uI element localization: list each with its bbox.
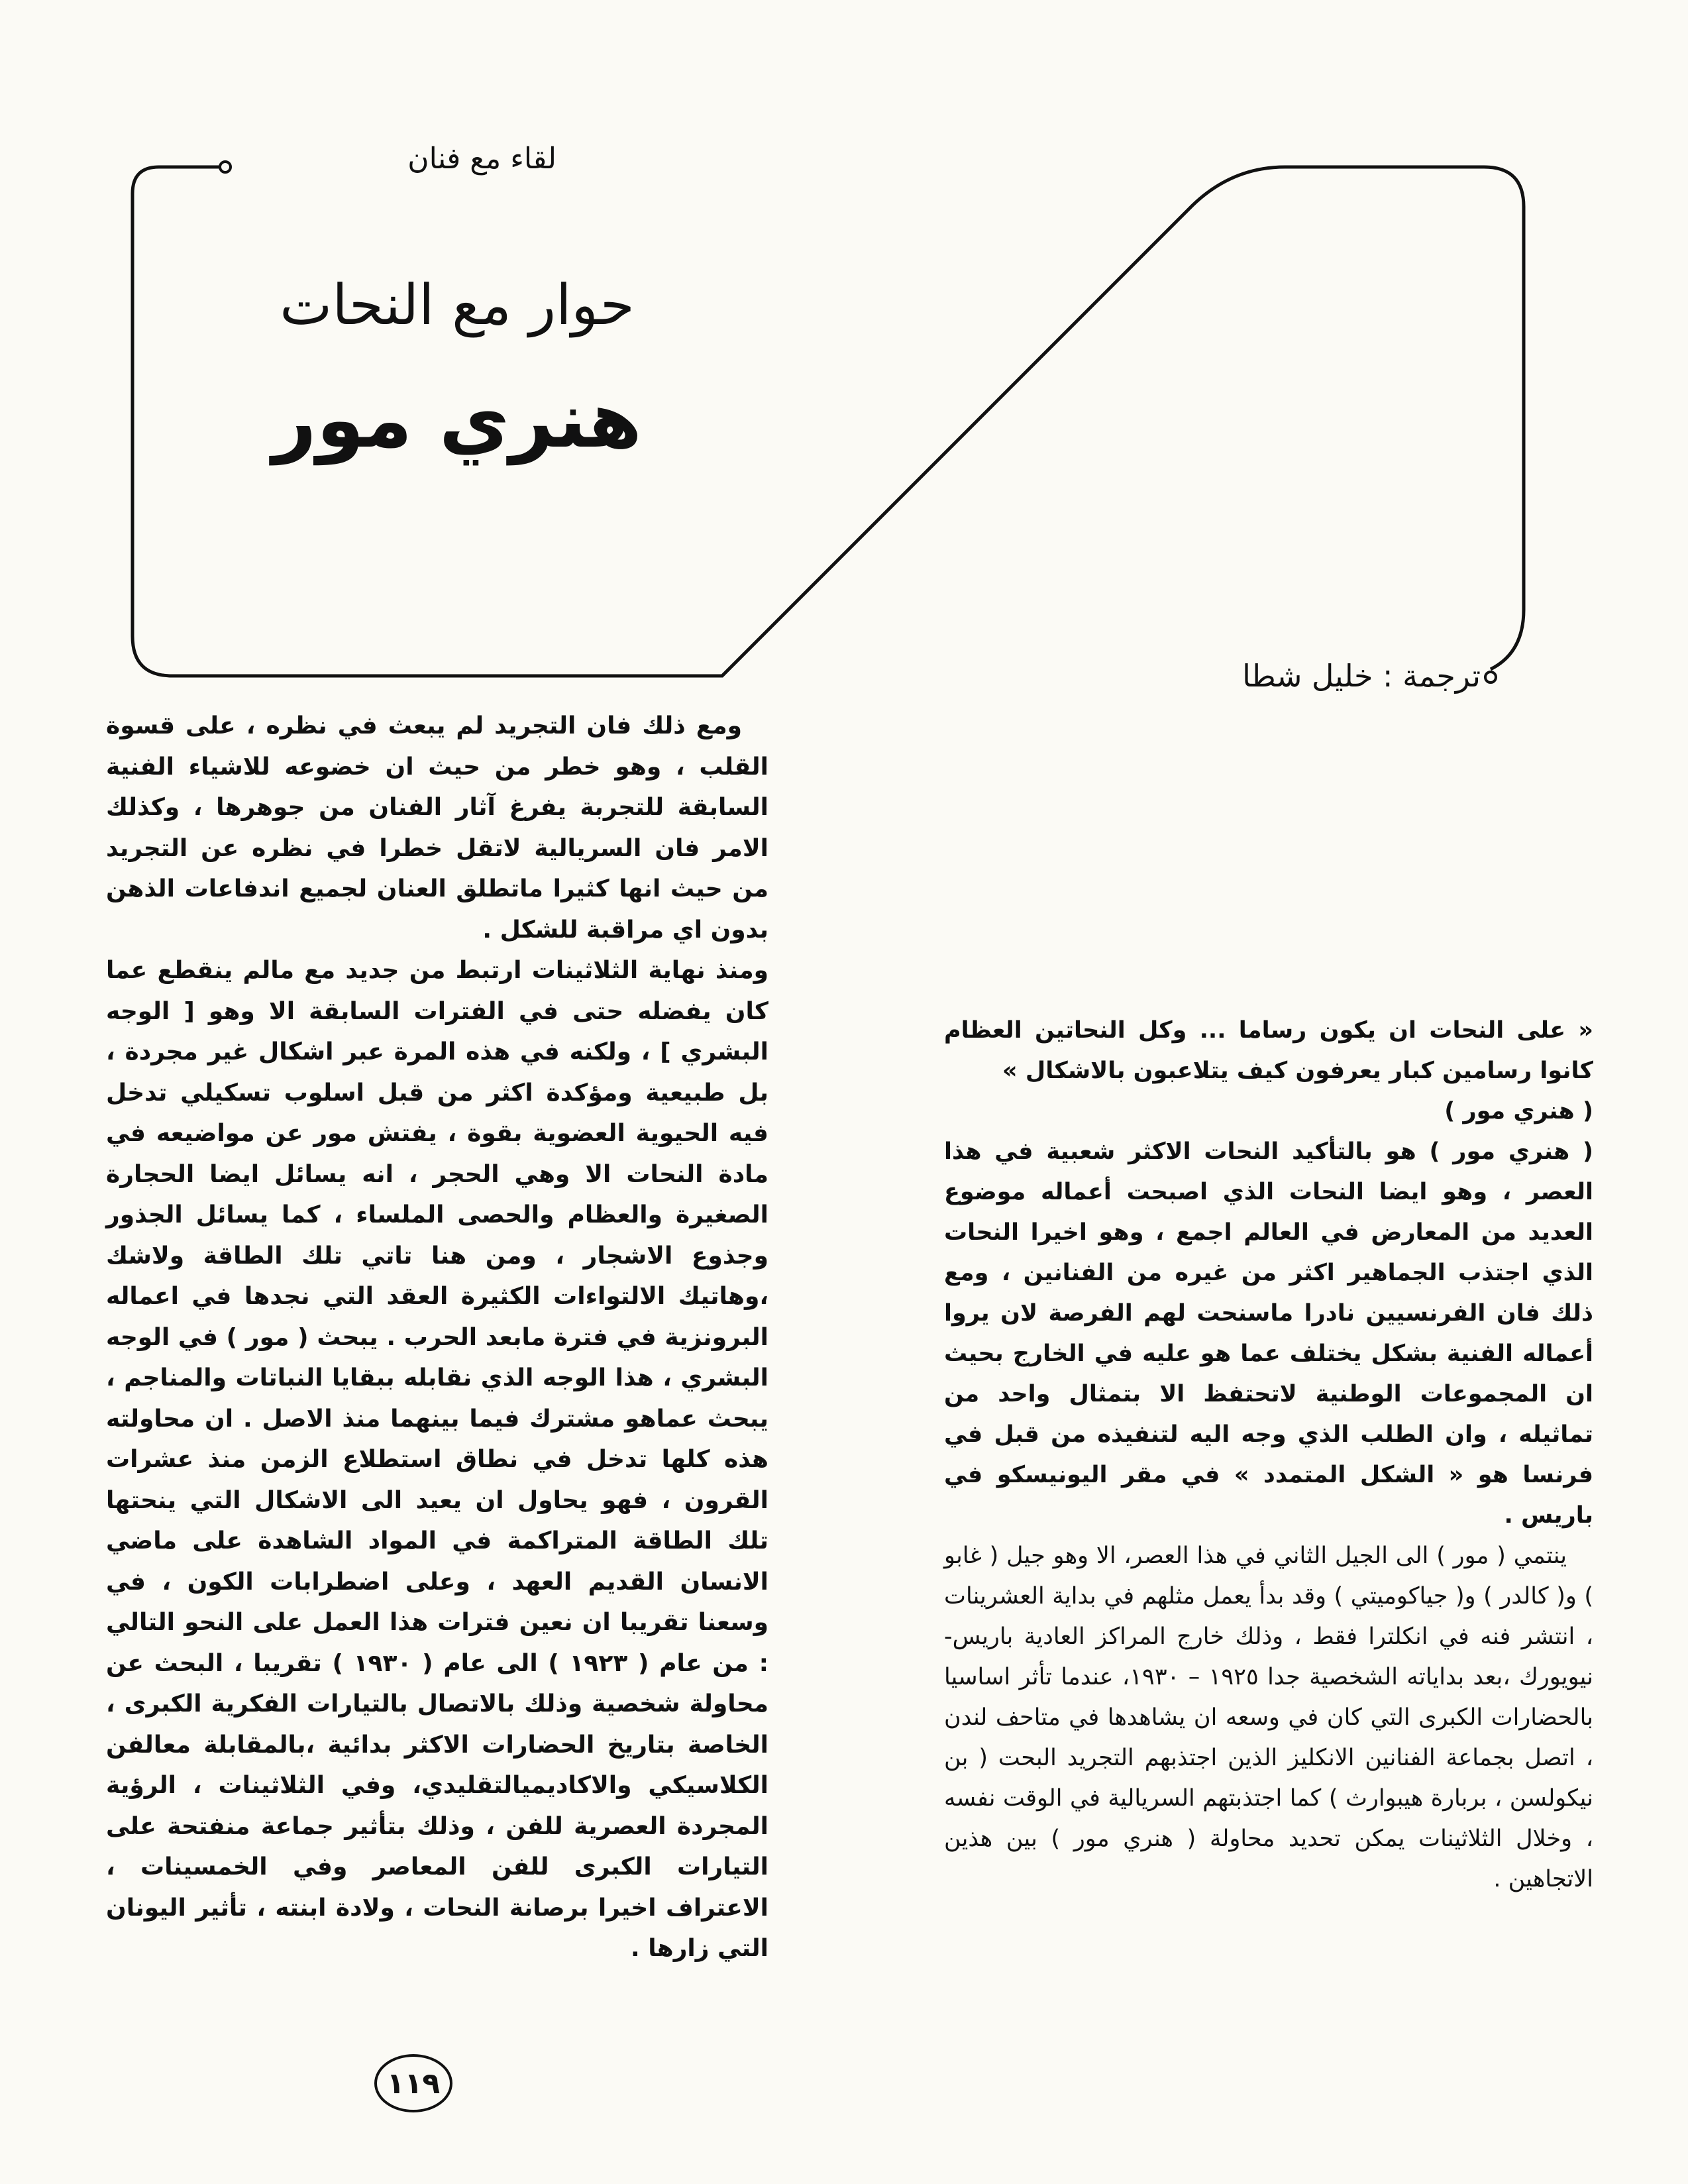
right-column bbox=[944, 1010, 1593, 1900]
quote-attribution: ( هنري مور ) bbox=[1444, 1098, 1593, 1124]
translator-credit: ترجمة : خليل شطا bbox=[1242, 658, 1481, 694]
artist-name: هنري مور bbox=[272, 376, 642, 465]
body-paragraph: ( هنري مور ) هو بالتأكيد النحات الاكثر شعبية في هذا العصر ، وهو ايضا النحات الذي اصبحت أعماله موضوع العديد من المعارض في العالم اجمع ، وهو اخيرا النحات الذي اجتذب الجماهير اكثر من غيره من الفنانين ، ومع ذلك فان الفرنسيين نادرا ماسنحت لهم الفرصة لان يروا أعماله الفنية بشكل يختلف عما هو عليه في الخارج بحيث ان المجموعات الوطنية لاتحتفظ الا بتمثال واحد من تماثيله ، وان الطلب الذي وجه اليه لتنفيذه من قبل في فرنسا هو « الشكل المتمدد » في مقر اليونيسكو في باريس . bbox=[944, 1138, 1593, 1529]
title-frame bbox=[0, 0, 1688, 729]
body-paragraph: ومع ذلك فان التجريد لم يبعث في نظره ، على قسوة القلب ، وهو خطر من حيث ان خضوعه للاشياء الفنية السابقة للتجربة يفرغ آثار الفنان من جوهرها ، وكذلك الامر فان السريالية لاتقل خطرا في نظره عن التجريد من حيث انها كثيرا ماتطلق العنان لجميع اندفاعات الذهن بدون اي مراقبة للشكل . bbox=[106, 712, 768, 944]
frame-end-right bbox=[1485, 672, 1496, 682]
intro-quote: « على النحات ان يكون رساما ... وكل النحاتين العظام كانوا رسامين كبار يعرفون كيف يتلاعبون بالاشكال » bbox=[944, 1017, 1593, 1084]
body-paragraph: ومنذ نهاية الثلاثينات ارتبط من جديد مع مالم ينقطع عما كان يفضله حتى في الفترات السابقة الا وهو [ الوجه البشري ] ، ولكنه في هذه المرة عبر اشكال غير مجردة ، بل طبيعية ومؤكدة اكثر من قبل اسلوب تسكيلي تدخل فيه الحيوية العضوية بقوة ، يفتش مور عن مواضيعه في مادة النحات الا وهي الحجر ، انه يسائل ايضا الحجارة الصغيرة والعظام والحصى الملساء ، كما يسائل الجذور وجذوع الاشجار ، ومن هنا تاتي تلك الطاقة ولاشك ،وهاتيك الالتواءات الكثيرة العقد التي نجدها في اعماله البرونزية في فترة مابعد الحرب . يبحث ( مور ) في الوجه البشري ، هذا الوجه الذي نقابله ببقايا النباتات والمناجم ، يبحث عماهو مشترك فيما بينهما منذ الاصل . ان محاولته هذه كلها تدخل في نطاق استطلاع الزمن منذ عشرات القرون ، فهو يحاول ان يعيد الى الاشكال التي ينحتها تلك الطاقة المتراكمة في المواد الشاهدة على ماضي الانسان القديم العهد ، وعلى اضطرابات الكون ، في وسعنا تقريبا ان نعين فترات هذا العمل على النحو التالي : من عام ( ١٩٢٣ ) الى عام ( ١٩٣٠ ) تقريبا ، البحث عن محاولة شخصية وذلك بالاتصال بالتيارات الفكرية الكبرى ، الخاصة بتاريخ الحضارات الاكثر بدائية ،بالمقابلة معالفن الكلاسيكي والاكاديميالتقليدي، وفي الثلاثينات ، الرؤية المجردة العصرية للفن ، وذلك بتأثير جماعة منفتحة على التيارات الكبرى للفن المعاصر وفي الخمسينات ، الاعتراف اخيرا برصانة النحات ، ولادة ابنته ، تأثير اليونان التي زارها . bbox=[106, 957, 768, 1962]
page-number: ١١٩ bbox=[374, 2054, 452, 2112]
series-title: لقاء مع فنان bbox=[407, 142, 556, 176]
article-title: حوار مع النحات bbox=[280, 272, 635, 337]
body-paragraph: ينتمي ( مور ) الى الجيل الثاني في هذا العصر، الا وهو جيل ( غابو ) و( كالدر ) و( جياكوميتي ) وقد بدأ يعمل مثلهم في بداية العشرينات ، انتشر فنه في انكلترا فقط ، وذلك خارج المراكز العادية باريس- نيويورك ،بعد بداياته الشخصية جدا ١٩٢٥ – ١٩٣٠، عندما تأثر اساسيا بالحضارات الكبرى التي كان في وسعه ان يشاهدها في متاحف لندن ، اتصل بجماعة الفنانين الانكليز الذين اجتذبهم التجريد البحت ( بن نيكولسن ، بربارة هيبوارث ) كما اجتذبتهم السريالية في الوقت نفسه ، وخلال الثلاثينات يمكن تحديد محاولة ( هنري مور ) بين هذين الاتجاهين . bbox=[944, 1543, 1593, 1892]
left-column bbox=[106, 706, 768, 1969]
